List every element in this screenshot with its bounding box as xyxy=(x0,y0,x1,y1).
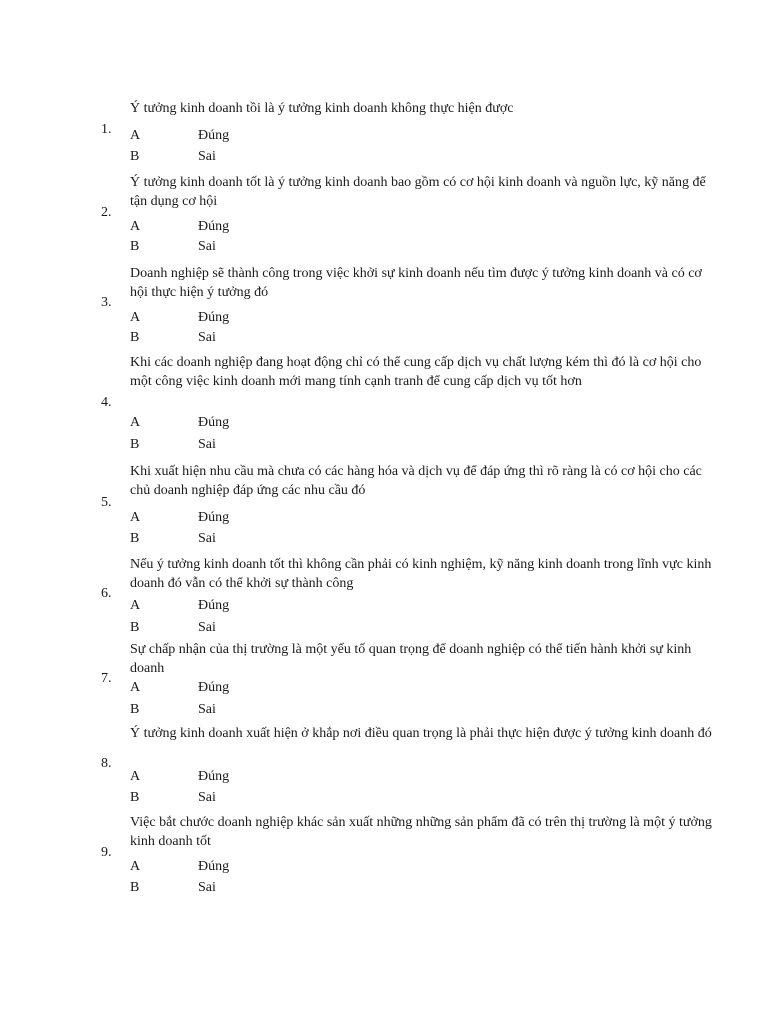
option-text: Đúng xyxy=(198,128,230,143)
option-letter: B xyxy=(130,330,140,345)
option-text: Đúng xyxy=(198,859,230,874)
option-text: Đúng xyxy=(198,769,230,784)
option-letter: B xyxy=(130,702,140,717)
question-number: 5. xyxy=(101,495,112,510)
option-letter: B xyxy=(130,149,140,164)
option-letter: A xyxy=(130,128,141,143)
question-number: 2. xyxy=(101,205,112,220)
question-text: Sự chấp nhận của thị trường là một yếu tố quan trọng để doanh nghiệp có thể tiến hành khởi sự kinh doanh xyxy=(130,642,692,676)
option-text: Đúng xyxy=(198,415,230,430)
question-number: 9. xyxy=(101,845,112,860)
option-text: Đúng xyxy=(198,219,230,234)
option-letter: A xyxy=(130,859,141,874)
option-text: Sai xyxy=(198,531,216,546)
option-text: Đúng xyxy=(198,510,230,525)
option-letter: A xyxy=(130,769,141,784)
option-text: Đúng xyxy=(198,310,230,325)
question-number: 7. xyxy=(101,671,112,686)
option-text: Sai xyxy=(198,149,216,164)
question-number: 4. xyxy=(101,395,112,410)
question-text: Ý tưởng kinh doanh tồi là ý tưởng kinh doanh không thực hiện được xyxy=(130,101,514,116)
question-text: Khi các doanh nghiệp đang hoạt động chỉ có thể cung cấp dịch vụ chất lượng kém thì đó là cơ hội cho một công việc kinh doanh mới mang tính cạnh tranh để cung cấp dịch vụ tốt hơn xyxy=(130,355,702,389)
option-letter: B xyxy=(130,880,140,895)
option-text: Sai xyxy=(198,437,216,452)
question-text: Khi xuất hiện nhu cầu mà chưa có các hàng hóa và dịch vụ để đáp ứng thì rõ ràng là có cơ hội cho các chủ doanh nghiệp đáp ứng các nhu cầu đó xyxy=(130,464,702,498)
option-text: Đúng xyxy=(198,598,230,613)
option-text: Sai xyxy=(198,880,216,895)
question-number: 6. xyxy=(101,586,112,601)
question-text: Việc bắt chước doanh nghiệp khác sản xuất những những sản phẩm đã có trên thị trường là một ý tưởng kinh doanh tốt xyxy=(130,815,712,849)
option-text: Sai xyxy=(198,239,216,254)
question-number: 8. xyxy=(101,756,112,771)
option-text: Sai xyxy=(198,330,216,345)
option-letter: A xyxy=(130,680,141,695)
option-letter: A xyxy=(130,219,141,234)
question-text: Nếu ý tưởng kinh doanh tốt thì không cần phải có kinh nghiệm, kỹ năng kinh doanh trong lĩnh vực kinh doanh đó vẫn có thể khởi sự thành công xyxy=(130,557,712,591)
option-letter: A xyxy=(130,510,141,525)
option-letter: B xyxy=(130,239,140,254)
option-letter: B xyxy=(130,437,140,452)
option-letter: A xyxy=(130,415,141,430)
option-text: Sai xyxy=(198,790,216,805)
option-letter: B xyxy=(130,620,140,635)
option-text: Đúng xyxy=(198,680,230,695)
option-letter: A xyxy=(130,310,141,325)
question-text: Doanh nghiệp sẽ thành công trong việc khởi sự kinh doanh nếu tìm được ý tưởng kinh doanh và có cơ hội thực hiện ý tưởng đó xyxy=(130,266,702,300)
option-letter: B xyxy=(130,531,140,546)
option-text: Sai xyxy=(198,620,216,635)
question-number: 1. xyxy=(101,122,112,137)
question-text: Ý tưởng kinh doanh xuất hiện ở khắp nơi điều quan trọng là phải thực hiện được ý tưởng kinh doanh đó xyxy=(130,726,712,741)
option-letter: A xyxy=(130,598,141,613)
option-text: Sai xyxy=(198,702,216,717)
question-text: Ý tưởng kinh doanh tốt là ý tưởng kinh doanh bao gồm có cơ hội kinh doanh và nguồn lực, kỹ năng để tận dụng cơ hội xyxy=(130,175,706,209)
option-letter: B xyxy=(130,790,140,805)
question-number: 3. xyxy=(101,295,112,310)
